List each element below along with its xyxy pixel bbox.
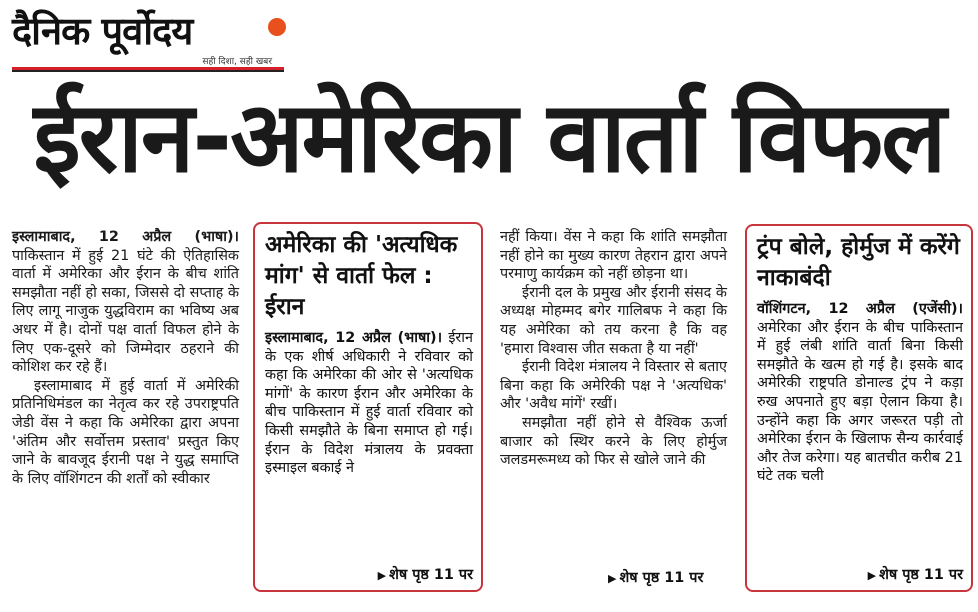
main-para-1: पाकिस्तान में हुई 21 घंटे की ऐतिहासिक वार्ता में अमेरिका और ईरान के बीच शांति समझौता नहीं हो सका, जिससे दो सप्ताह के लिए लागू नाजुक युद्धविराम का भविष्य अब अधर में है। दोनों पक्ष वार्ता विफल होने के लिए एक-दूसरे को जिम्मेदार ठहराने की कोशिश कर रहे हैं। (12, 247, 239, 376)
masthead-black-rule (12, 70, 284, 72)
box1-body: ईरान के एक शीर्ष अधिकारी ने रविवार को कहा कि अमेरिका की ओर से 'अत्यधिक मांगों' के कारण ईरान और अमेरिका के बीच पाकिस्तान में हुई वार्ता रविवार को किसी समझौते के बिना समाप्त हो गई। ईरान के विदेश मंत्रालय के प्रवक्ता इस्माइल बकाई ने (265, 330, 474, 477)
tagline: सही दिशा, सही खबर (202, 57, 272, 67)
newspaper-name: दैनिक पूर्वोदय (12, 9, 193, 53)
main-para-2: इस्लामाबाद में हुई वार्ता में अमेरिकी प्रतिनिधिमंडल का नेतृत्व कर रहे उपराष्ट्रपति जेडी वेंस ने कहा कि अमेरिका द्वारा अपना 'अंतिम और सर्वोत्तम प्रस्ताव' प्रस्तुत किए जाने के बावजूद ईरानी पक्ष ने युद्ध समाप्ति के लिए वॉशिंगटन की शर्तों को स्वीकार (12, 377, 239, 487)
arrow-right-icon: ▶ (867, 569, 877, 582)
box1-continued[interactable]: ▶ शेष पृष्ठ 11 पर (377, 567, 473, 583)
box2-continued[interactable]: ▶ शेष पृष्ठ 11 पर (867, 567, 963, 583)
main-story-column-3 (500, 228, 727, 470)
box2-dateline: वॉशिंगटन, 12 अप्रैल (एजेंसी)। (757, 301, 963, 317)
col3-para-1: नहीं किया। वेंस ने कहा कि शांति समझौता नहीं होने का मुख्य कारण तेहरान द्वारा अपने परमाणु कार्यक्रम को नहीं छोड़ना था। (500, 229, 727, 283)
sidebar-story-iran (253, 222, 483, 592)
box1-headline: अमेरिका की 'अत्यधिक मांग' से वार्ता फेल : ईरान (265, 232, 458, 320)
arrow-right-icon: ▶ (377, 569, 387, 582)
box2-headline: ट्रंप बोले, होर्मुज में करेंगे नाकाबंदी (757, 234, 960, 291)
arrow-right-icon: ▶ (608, 572, 617, 585)
col3-para-3: ईरानी विदेश मंत्रालय ने विस्तार से बताए बिना कहा कि अमेरिकी पक्ष ने 'अत्यधिक' और 'अवैध मांगें' रखीं। (500, 359, 727, 413)
sidebar-story-trump (745, 224, 973, 592)
masthead (12, 6, 284, 72)
logo-sun-icon (268, 18, 286, 36)
main-continued[interactable]: ▶ शेष पृष्ठ 11 पर (608, 570, 704, 586)
main-dateline: इस्लामाबाद, 12 अप्रैल (भाषा)। (12, 229, 239, 245)
main-headline: ईरान-अमेरिका वार्ता विफल (33, 81, 945, 195)
col3-para-4: समझौता नहीं होने से वैश्विक ऊर्जा बाजार को स्थिर करने के लिए होर्मुज जलडमरूमध्य को फिर से खोले जाने की (500, 414, 727, 469)
box1-dateline: इस्लामाबाद, 12 अप्रैल (भाषा)। (265, 330, 443, 346)
main-story-column-1 (12, 228, 239, 488)
box2-body: अमेरिका और ईरान के बीच पाकिस्तान में हुई लंबी शांति वार्ता बिना किसी समझौते के खत्म हो गई है। इसके बाद अमेरिकी राष्ट्रपति डोनाल्ड ट्रंप ने कड़ा रुख अपनाते हुए बड़ा ऐलान किया है। उन्होंने कहा कि अगर जरूरत पड़ी तो अमेरिका ईरान के खिलाफ सैन्य कार्रवाई और तेज करेगा। यह बातचीत करीब 21 घंटे तक चली (757, 319, 963, 485)
col3-para-2: ईरानी दल के प्रमुख और ईरानी संसद के अध्यक्ष मोहम्मद बगेर गालिबफ ने कहा कि यह अमेरिका को तय करना है कि वह 'हमारा विश्वास जीत सकता है या नहीं' (500, 284, 727, 357)
